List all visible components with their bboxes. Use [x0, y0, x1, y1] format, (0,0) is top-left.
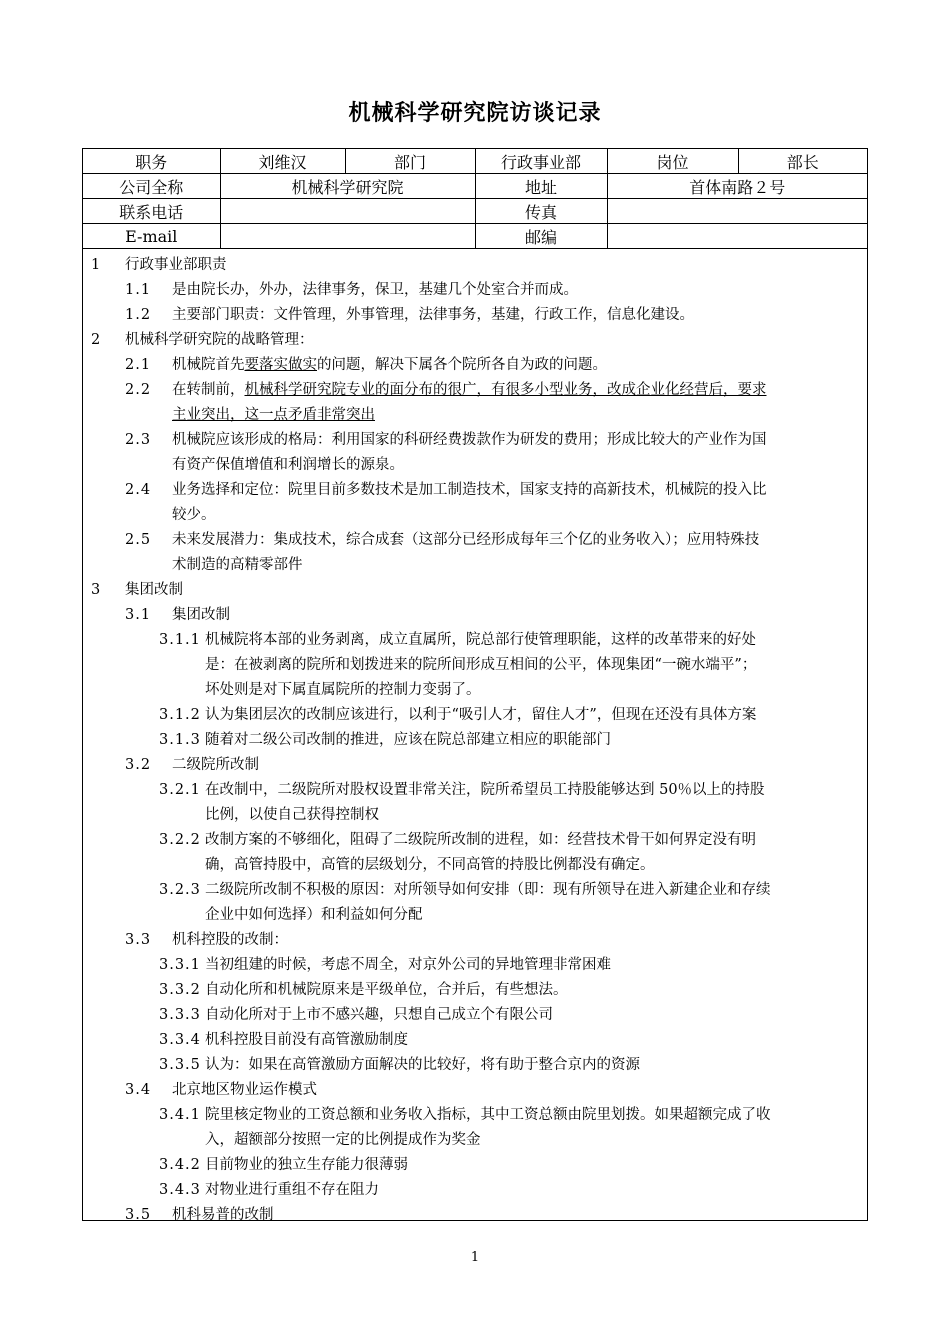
- item-text: 入，超额部分按照一定的比例提成作为奖金: [205, 1132, 481, 1148]
- subsection-number: 3.2: [125, 757, 152, 773]
- item-text: 改制方案的不够细化，阻碍了二级院所改制的进程，如：经营技术骨干如何界定没有明: [205, 832, 756, 848]
- label-phone: 联系电话: [83, 199, 220, 224]
- item-number: 2.4: [125, 482, 152, 498]
- subsection-number: 3.3: [125, 932, 152, 948]
- item-number: 3.4.2: [159, 1157, 201, 1173]
- label-dept: 部门: [345, 149, 475, 174]
- item-number: 2.1: [125, 357, 152, 373]
- item-text: 认为：如果在高管激励方面解决的比较好，将有助于整合京内的资源: [205, 1057, 640, 1073]
- item-text: 较少。: [172, 507, 216, 523]
- label-company: 公司全称: [83, 174, 220, 199]
- item-number: 3.1.2: [159, 707, 201, 723]
- item-number: 2.2: [125, 382, 152, 398]
- item-text: 确，高管持股中，高管的层级划分，不同高管的持股比例都没有确定。: [205, 857, 655, 873]
- subsection-number: 3.5: [125, 1207, 152, 1223]
- label-fax: 传真: [475, 199, 607, 224]
- underlined-text: 要落实做实: [244, 357, 317, 373]
- underlined-text: 机械科学研究院专业的面分布的很广，有很多小型业务，改成企业化经营后，要求: [244, 382, 767, 398]
- item-number: 3.3.5: [159, 1057, 201, 1073]
- item-text: 二级院所改制不积极的原因：对所领导如何安排（即：现有所领导在进入新建企业和存续: [205, 882, 771, 898]
- value-address: 首体南路２号: [607, 174, 867, 199]
- item-number: 2.5: [125, 532, 152, 548]
- item-number: 3.3.4: [159, 1032, 201, 1048]
- item-number: 3.1.3: [159, 732, 201, 748]
- label-post: 岗位: [607, 149, 738, 174]
- value-company: 机械科学研究院: [220, 174, 475, 199]
- info-table: [83, 149, 867, 249]
- section-number: 1: [91, 257, 102, 273]
- subsection-number: 3.1: [125, 607, 152, 623]
- item-number: 3.2.1: [159, 782, 201, 798]
- value-email: [220, 224, 475, 249]
- item-text: 在改制中，二级院所对股权设置非常关注，院所希望员工持股能够达到 50％以上的持股: [205, 782, 765, 798]
- value-dept: 行政事业部: [475, 149, 607, 174]
- item-text: 术制造的高精零部件: [172, 557, 303, 573]
- item-text: 业务选择和定位：院里目前多数技术是加工制造技术，国家支持的高新技术，机械院的投入比: [172, 482, 767, 498]
- info-row: [83, 199, 867, 224]
- item-text: [172, 355, 607, 375]
- section-title: 集团改制: [125, 582, 183, 598]
- text-part: 机械院首先: [172, 357, 245, 373]
- item-number: 1.2: [125, 307, 152, 323]
- label-postcode: 邮编: [475, 224, 607, 249]
- item-text: [172, 380, 767, 400]
- value-phone: [220, 199, 475, 224]
- value-postcode: [607, 224, 867, 249]
- info-row: [83, 224, 867, 249]
- item-number: 2.3: [125, 432, 152, 448]
- item-text: 认为集团层次的改制应该进行，以利于“吸引人才，留住人才”，但现在还没有具体方案: [205, 707, 757, 723]
- item-text: 是：在被剥离的院所和划拨进来的院所间形成互相间的公平，体现集团“一碗水端平”；: [205, 657, 757, 673]
- text-part: 在转制前，: [172, 382, 245, 398]
- label-email: E-mail: [83, 224, 220, 249]
- item-text: 自动化所和机械院原来是平级单位，合并后，有些想法。: [205, 982, 568, 998]
- item-text: 坏处则是对下属直属院所的控制力变弱了。: [205, 682, 481, 698]
- subsection-title: 机科控股的改制：: [172, 932, 288, 948]
- item-text: 自动化所对于上市不感兴趣，只想自己成立个有限公司: [205, 1007, 553, 1023]
- section-title: 机械科学研究院的战略管理：: [125, 332, 314, 348]
- section-title: 行政事业部职责: [125, 257, 227, 273]
- section-number: 3: [91, 582, 102, 598]
- item-text: 机科控股目前没有高管激励制度: [205, 1032, 408, 1048]
- value-post: 部长: [738, 149, 867, 174]
- item-number: 3.4.1: [159, 1107, 201, 1123]
- text-part: 的问题，解决下属各个院所各自为政的问题。: [317, 357, 607, 373]
- item-text: 是由院长办，外办，法律事务，保卫，基建几个处室合并而成。: [172, 282, 578, 298]
- item-text: 对物业进行重组不存在阻力: [205, 1182, 379, 1198]
- subsection-title: 二级院所改制: [172, 757, 259, 773]
- info-row: [83, 149, 867, 174]
- item-text: 目前物业的独立生存能力很薄弱: [205, 1157, 408, 1173]
- item-number: 1.1: [125, 282, 152, 298]
- label-position: 职务: [83, 149, 220, 174]
- item-text: 主要部门职责：文件管理，外事管理，法律事务，基建，行政工作，信息化建设。: [172, 307, 694, 323]
- document-title: 机械科学研究院访谈记录: [348, 101, 602, 126]
- item-number: 3.2.3: [159, 882, 201, 898]
- section-number: 2: [91, 332, 102, 348]
- subsection-number: 3.4: [125, 1082, 152, 1098]
- item-text: 当初组建的时候，考虑不周全，对京外公司的异地管理非常困难: [205, 957, 611, 973]
- subsection-title: 北京地区物业运作模式: [172, 1082, 317, 1098]
- item-text: 有资产保值增值和利润增长的源泉。: [172, 457, 404, 473]
- item-number: 3.3.3: [159, 1007, 201, 1023]
- item-text: 机械院应该形成的格局：利用国家的科研经费拨款作为研发的费用；形成比较大的产业作为国: [172, 432, 767, 448]
- item-text: 未来发展潜力：集成技术，综合成套（这部分已经形成每年三个亿的业务收入）；应用特殊技: [172, 532, 760, 548]
- value-person: 刘维汉: [220, 149, 345, 174]
- subsection-title: 机科易普的改制: [172, 1207, 274, 1223]
- subsection-title: 集团改制: [172, 607, 230, 623]
- info-row: [83, 174, 867, 199]
- record-frame: [82, 148, 868, 1221]
- page-number: 1: [470, 1250, 480, 1265]
- item-number: 3.1.1: [159, 632, 201, 648]
- item-number: 3.3.2: [159, 982, 201, 998]
- item-text: 院里核定物业的工资总额和业务收入指标，其中工资总额由院里划拨。如果超额完成了收: [205, 1107, 771, 1123]
- item-number: 3.2.2: [159, 832, 201, 848]
- label-address: 地址: [475, 174, 607, 199]
- item-text: 企业中如何选择）和利益如何分配: [205, 907, 423, 923]
- item-text: 随着对二级公司改制的推进，应该在院总部建立相应的职能部门: [205, 732, 611, 748]
- item-text: 比例，以使自己获得控制权: [205, 807, 379, 823]
- value-fax: [607, 199, 867, 224]
- underlined-text: 主业突出，这一点矛盾非常突出: [172, 407, 375, 423]
- item-number: 3.3.1: [159, 957, 201, 973]
- item-number: 3.4.3: [159, 1182, 201, 1198]
- item-text: 机械院将本部的业务剥离，成立直属所，院总部行使管理职能，这样的改革带来的好处: [205, 632, 756, 648]
